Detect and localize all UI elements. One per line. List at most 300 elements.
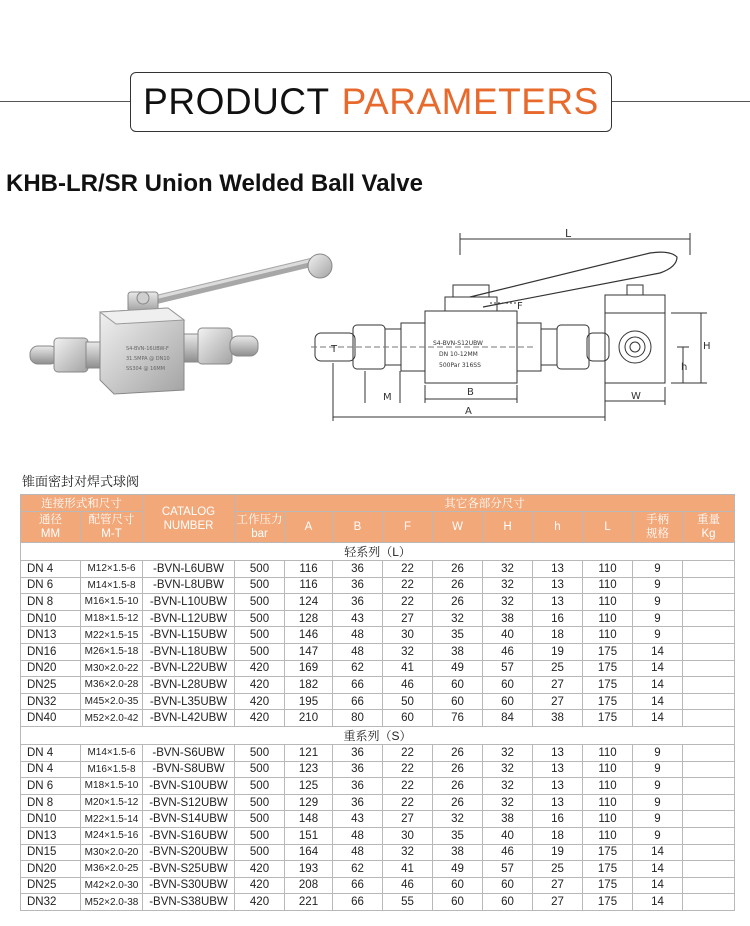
table-cell: 175 — [583, 894, 633, 911]
table-cell: 60 — [483, 677, 533, 694]
dim-L: L — [565, 227, 572, 240]
table-cell: DN13 — [21, 827, 81, 844]
table-cell: 32 — [433, 610, 483, 627]
table-cell: DN32 — [21, 693, 81, 710]
photo-marking-1: S4-BVN-16UBW-F — [126, 346, 169, 352]
table-cell: 13 — [533, 744, 583, 761]
table-cell: 32 — [483, 594, 533, 611]
table-cell: 500 — [235, 811, 285, 828]
table-cell: M12×1.5-6 — [81, 561, 143, 578]
table-cell — [683, 877, 735, 894]
table-cell: 26 — [433, 761, 483, 778]
table-cell: DN16 — [21, 643, 81, 660]
table-cell: 14 — [633, 693, 683, 710]
table-cell: 48 — [333, 627, 383, 644]
table-cell: 124 — [285, 594, 333, 611]
table-cell: 500 — [235, 844, 285, 861]
table-cell: 195 — [285, 693, 333, 710]
table-cell: 9 — [633, 811, 683, 828]
table-cell — [683, 794, 735, 811]
table-cell: DN10 — [21, 811, 81, 828]
table-cell: 500 — [235, 643, 285, 660]
table-cell: 420 — [235, 710, 285, 727]
table-cell: 175 — [583, 677, 633, 694]
table-cell: 27 — [533, 677, 583, 694]
table-cell: -BVN-S10UBW — [143, 778, 235, 795]
table-cell: DN25 — [21, 677, 81, 694]
table-cell: 169 — [285, 660, 333, 677]
table-cell: 30 — [383, 627, 433, 644]
table-cell: 57 — [483, 660, 533, 677]
col-pressure: 工作压力 bar — [235, 512, 285, 543]
header-title-part2: PARAMETERS — [341, 81, 599, 122]
table-cell: 41 — [383, 861, 433, 878]
table-cell: 420 — [235, 677, 285, 694]
table-cell: 50 — [383, 693, 433, 710]
table-cell: 500 — [235, 561, 285, 578]
table-cell: 110 — [583, 561, 633, 578]
table-cell — [683, 627, 735, 644]
table-cell: 66 — [333, 677, 383, 694]
table-cell: 175 — [583, 861, 633, 878]
table-row — [21, 594, 735, 611]
table-cell: -BVN-L12UBW — [143, 610, 235, 627]
table-cell: 14 — [633, 877, 683, 894]
table-cell: M24×1.5-16 — [81, 827, 143, 844]
col-A: A — [285, 512, 333, 543]
table-cell: 175 — [583, 710, 633, 727]
table-cell: 500 — [235, 577, 285, 594]
table-cell: -BVN-L8UBW — [143, 577, 235, 594]
table-cell — [683, 894, 735, 911]
table-cell: 22 — [383, 577, 433, 594]
dim-M: M — [383, 392, 392, 403]
dim-B: B — [467, 387, 474, 398]
table-cell: 164 — [285, 844, 333, 861]
table-cell: M45×2.0-35 — [81, 693, 143, 710]
table-cell: -BVN-S16UBW — [143, 827, 235, 844]
table-row — [21, 861, 735, 878]
table-cell: 48 — [333, 844, 383, 861]
table-cell: 38 — [533, 710, 583, 727]
table-cell: 14 — [633, 660, 683, 677]
table-cell — [683, 778, 735, 795]
table-cell: 32 — [483, 744, 533, 761]
valve-photo — [28, 250, 348, 400]
table-cell: M52×2.0-42 — [81, 710, 143, 727]
table-cell: 500 — [235, 627, 285, 644]
table-cell: 36 — [333, 794, 383, 811]
table-cell: 40 — [483, 827, 533, 844]
table-cell: 38 — [483, 610, 533, 627]
table-cell: 14 — [633, 710, 683, 727]
table-cell: 500 — [235, 794, 285, 811]
table-cell: DN 4 — [21, 561, 81, 578]
table-cell: 147 — [285, 643, 333, 660]
table-cell: 110 — [583, 744, 633, 761]
table-cell: 14 — [633, 643, 683, 660]
table-row — [21, 710, 735, 727]
table-cell: 18 — [533, 827, 583, 844]
table-cell: 32 — [383, 844, 433, 861]
table-cell — [683, 844, 735, 861]
table-cell: 175 — [583, 660, 633, 677]
table-cell: 110 — [583, 761, 633, 778]
table-cell: 9 — [633, 577, 683, 594]
table-cell: 55 — [383, 894, 433, 911]
table-cell: -BVN-S25UBW — [143, 861, 235, 878]
table-cell: -BVN-S20UBW — [143, 844, 235, 861]
table-cell: 9 — [633, 594, 683, 611]
drawing-label-1: S4-BVN-S12UBW — [433, 340, 483, 347]
table-cell: 110 — [583, 811, 633, 828]
table-cell: M16×1.5-10 — [81, 594, 143, 611]
table-cell: M16×1.5-8 — [81, 761, 143, 778]
table-row — [21, 811, 735, 828]
table-cell: 84 — [483, 710, 533, 727]
table-cell: 38 — [433, 643, 483, 660]
table-cell: 27 — [533, 693, 583, 710]
table-cell: 13 — [533, 794, 583, 811]
table-cell: 26 — [433, 744, 483, 761]
heavy-series-label: 重系列（S） — [21, 726, 735, 744]
table-cell: 66 — [333, 877, 383, 894]
table-cell: 146 — [285, 627, 333, 644]
table-cell: 14 — [633, 677, 683, 694]
table-cell: 9 — [633, 610, 683, 627]
header-catalog-number: CATALOG NUMBER — [143, 495, 235, 543]
heavy-series-header-row — [21, 726, 735, 744]
table-cell: DN25 — [21, 877, 81, 894]
table-cell: 35 — [433, 627, 483, 644]
table-cell: M30×2.0-22 — [81, 660, 143, 677]
table-cell: 116 — [285, 561, 333, 578]
header-title-part1: PRODUCT — [143, 81, 330, 122]
table-row — [21, 660, 735, 677]
table-cell: -BVN-S14UBW — [143, 811, 235, 828]
table-cell: 43 — [333, 811, 383, 828]
table-cell — [683, 643, 735, 660]
table-cell: 27 — [533, 877, 583, 894]
col-H: H — [483, 512, 533, 543]
table-cell: 32 — [483, 761, 533, 778]
table-cell: 193 — [285, 861, 333, 878]
table-cell: -BVN-L10UBW — [143, 594, 235, 611]
table-cell: 18 — [533, 627, 583, 644]
table-cell: 26 — [433, 794, 483, 811]
table-cell: 38 — [483, 811, 533, 828]
table-cell: 13 — [533, 561, 583, 578]
drawing-label-2: DN 10-12MM — [439, 351, 478, 358]
table-cell: 22 — [383, 744, 433, 761]
table-cell: 25 — [533, 861, 583, 878]
table-cell: 48 — [333, 643, 383, 660]
table-cell: DN20 — [21, 861, 81, 878]
col-W: W — [433, 512, 483, 543]
table-cell: 60 — [483, 894, 533, 911]
table-cell: M26×1.5-18 — [81, 643, 143, 660]
table-cell: 9 — [633, 744, 683, 761]
table-subtitle: 锥面密封对焊式球阀 — [22, 475, 140, 490]
table-cell: 36 — [333, 577, 383, 594]
light-series-label: 轻系列（L） — [21, 543, 735, 561]
table-cell: 500 — [235, 610, 285, 627]
table-cell: 46 — [383, 877, 433, 894]
table-cell: 182 — [285, 677, 333, 694]
table-cell: 9 — [633, 561, 683, 578]
table-cell: 110 — [583, 577, 633, 594]
table-cell — [683, 561, 735, 578]
table-cell: 128 — [285, 610, 333, 627]
table-cell: 175 — [583, 844, 633, 861]
header-group-connection: 连接形式和尺寸 — [21, 495, 143, 512]
table-cell: 500 — [235, 778, 285, 795]
table-cell: 32 — [433, 811, 483, 828]
table-cell: 14 — [633, 861, 683, 878]
table-cell: 32 — [483, 577, 533, 594]
table-cell: -BVN-S6UBW — [143, 744, 235, 761]
table-cell: 9 — [633, 778, 683, 795]
table-cell — [683, 710, 735, 727]
table-cell: 26 — [433, 594, 483, 611]
table-cell: 27 — [533, 894, 583, 911]
table-cell: -BVN-S30UBW — [143, 877, 235, 894]
table-cell — [683, 577, 735, 594]
table-cell: 60 — [433, 894, 483, 911]
table-cell: 110 — [583, 778, 633, 795]
table-cell: 80 — [333, 710, 383, 727]
table-row — [21, 627, 735, 644]
table-cell: 221 — [285, 894, 333, 911]
table-cell — [683, 744, 735, 761]
table-cell: -BVN-L35UBW — [143, 693, 235, 710]
table-cell: 13 — [533, 594, 583, 611]
table-cell: DN 8 — [21, 594, 81, 611]
table-cell: 36 — [333, 778, 383, 795]
photo-marking-3: SS304 @ 16MM — [126, 366, 166, 372]
valve-drawing — [305, 225, 725, 425]
table-cell: 175 — [583, 643, 633, 660]
table-cell: 148 — [285, 811, 333, 828]
dim-H: H — [703, 341, 711, 352]
table-cell: 110 — [583, 594, 633, 611]
table-cell: M20×1.5-12 — [81, 794, 143, 811]
dim-h: h — [681, 362, 688, 373]
table-cell: M42×2.0-30 — [81, 877, 143, 894]
table-cell: 76 — [433, 710, 483, 727]
table-cell: DN20 — [21, 660, 81, 677]
table-cell: 13 — [533, 778, 583, 795]
table-row — [21, 794, 735, 811]
table-cell: -BVN-L22UBW — [143, 660, 235, 677]
table-cell: 110 — [583, 627, 633, 644]
table-cell: 14 — [633, 894, 683, 911]
table-cell: 500 — [235, 761, 285, 778]
table-cell: 175 — [583, 693, 633, 710]
table-cell: 22 — [383, 778, 433, 795]
table-cell: 13 — [533, 577, 583, 594]
table-cell: 62 — [333, 861, 383, 878]
table-cell: 60 — [483, 693, 533, 710]
table-row — [21, 744, 735, 761]
table-cell: M52×2.0-38 — [81, 894, 143, 911]
table-cell: M18×1.5-10 — [81, 778, 143, 795]
table-row — [21, 844, 735, 861]
table-row — [21, 693, 735, 710]
table-cell: M18×1.5-12 — [81, 610, 143, 627]
col-mt: 配管尺寸 M-T — [81, 512, 143, 543]
table-cell: 32 — [383, 643, 433, 660]
table-cell: -BVN-L15UBW — [143, 627, 235, 644]
dim-F: F — [517, 301, 523, 312]
table-cell: 500 — [235, 827, 285, 844]
table-row — [21, 827, 735, 844]
table-cell: DN15 — [21, 844, 81, 861]
drawing-label-3: 500Par 316SS — [439, 362, 481, 369]
table-cell — [683, 677, 735, 694]
table-cell: 13 — [533, 761, 583, 778]
table-cell: 46 — [483, 643, 533, 660]
table-cell: 43 — [333, 610, 383, 627]
table-cell: 420 — [235, 693, 285, 710]
table-cell: 22 — [383, 794, 433, 811]
table-cell: 62 — [333, 660, 383, 677]
table-cell: 60 — [433, 693, 483, 710]
table-cell: 26 — [433, 561, 483, 578]
spec-table — [20, 494, 735, 911]
table-cell: 110 — [583, 827, 633, 844]
table-cell: 208 — [285, 877, 333, 894]
table-cell: M14×1.5-8 — [81, 577, 143, 594]
table-cell: 110 — [583, 794, 633, 811]
table-row — [21, 877, 735, 894]
table-cell: -BVN-S38UBW — [143, 894, 235, 911]
table-cell: M36×2.0-28 — [81, 677, 143, 694]
table-cell: DN 6 — [21, 577, 81, 594]
table-cell: 175 — [583, 877, 633, 894]
table-cell: 210 — [285, 710, 333, 727]
table-cell: 14 — [633, 844, 683, 861]
table-cell — [683, 594, 735, 611]
dim-W: W — [631, 391, 641, 402]
table-cell — [683, 610, 735, 627]
table-cell — [683, 660, 735, 677]
table-cell: 9 — [633, 827, 683, 844]
table-cell: DN 8 — [21, 794, 81, 811]
table-cell: 57 — [483, 861, 533, 878]
table-cell: 35 — [433, 827, 483, 844]
table-cell: 32 — [483, 794, 533, 811]
table-cell: M36×2.0-25 — [81, 861, 143, 878]
table-cell: 116 — [285, 577, 333, 594]
col-B: B — [333, 512, 383, 543]
table-cell: 48 — [333, 827, 383, 844]
table-cell: 36 — [333, 561, 383, 578]
photo-marking-2: 31.5MPA @ DN10 — [126, 356, 170, 362]
table-cell: 420 — [235, 861, 285, 878]
table-cell — [683, 693, 735, 710]
table-cell: 9 — [633, 627, 683, 644]
table-cell: 60 — [383, 710, 433, 727]
table-row — [21, 761, 735, 778]
table-cell: 60 — [433, 877, 483, 894]
table-cell: DN 4 — [21, 761, 81, 778]
col-dn: 通径 MM — [21, 512, 81, 543]
table-cell: 32 — [483, 561, 533, 578]
product-title: KHB-LR/SR Union Welded Ball Valve — [6, 170, 423, 197]
dim-A: A — [465, 406, 472, 417]
table-cell: 22 — [383, 594, 433, 611]
table-cell: 125 — [285, 778, 333, 795]
col-h: h — [533, 512, 583, 543]
table-cell: DN 6 — [21, 778, 81, 795]
table-cell: 151 — [285, 827, 333, 844]
table-cell: 22 — [383, 761, 433, 778]
table-cell: 66 — [333, 894, 383, 911]
table-cell — [683, 827, 735, 844]
col-handle: 手柄 规格 — [633, 512, 683, 543]
section-header — [130, 72, 612, 132]
table-cell: 129 — [285, 794, 333, 811]
table-row — [21, 677, 735, 694]
table-cell: DN40 — [21, 710, 81, 727]
table-row — [21, 643, 735, 660]
table-cell: 32 — [483, 778, 533, 795]
table-cell: 30 — [383, 827, 433, 844]
table-row — [21, 610, 735, 627]
table-cell: 420 — [235, 877, 285, 894]
table-cell: 16 — [533, 610, 583, 627]
table-cell: 46 — [383, 677, 433, 694]
table-cell: M22×1.5-14 — [81, 811, 143, 828]
table-cell: -BVN-L6UBW — [143, 561, 235, 578]
col-weight: 重量 Kg — [683, 512, 735, 543]
table-row — [21, 561, 735, 578]
table-cell: 40 — [483, 627, 533, 644]
table-cell: 19 — [533, 643, 583, 660]
table-cell: 60 — [433, 677, 483, 694]
table-cell: DN13 — [21, 627, 81, 644]
table-cell: M14×1.5-6 — [81, 744, 143, 761]
table-cell: 123 — [285, 761, 333, 778]
table-cell: 66 — [333, 693, 383, 710]
col-F: F — [383, 512, 433, 543]
table-cell: 500 — [235, 744, 285, 761]
table-row — [21, 577, 735, 594]
table-cell: 49 — [433, 660, 483, 677]
table-cell: 60 — [483, 877, 533, 894]
table-cell: -BVN-L18UBW — [143, 643, 235, 660]
table-cell — [683, 861, 735, 878]
table-cell: 9 — [633, 794, 683, 811]
table-cell: DN 4 — [21, 744, 81, 761]
table-cell: 22 — [383, 561, 433, 578]
light-series-header-row — [21, 543, 735, 561]
table-cell: DN32 — [21, 894, 81, 911]
table-cell: M22×1.5-15 — [81, 627, 143, 644]
table-cell: 500 — [235, 594, 285, 611]
table-row — [21, 778, 735, 795]
table-cell — [683, 761, 735, 778]
table-cell: 110 — [583, 610, 633, 627]
table-cell: M30×2.0-20 — [81, 844, 143, 861]
table-cell: 38 — [433, 844, 483, 861]
table-cell: 36 — [333, 594, 383, 611]
table-cell: -BVN-L42UBW — [143, 710, 235, 727]
table-cell: 420 — [235, 894, 285, 911]
table-cell: -BVN-S8UBW — [143, 761, 235, 778]
table-cell: 46 — [483, 844, 533, 861]
